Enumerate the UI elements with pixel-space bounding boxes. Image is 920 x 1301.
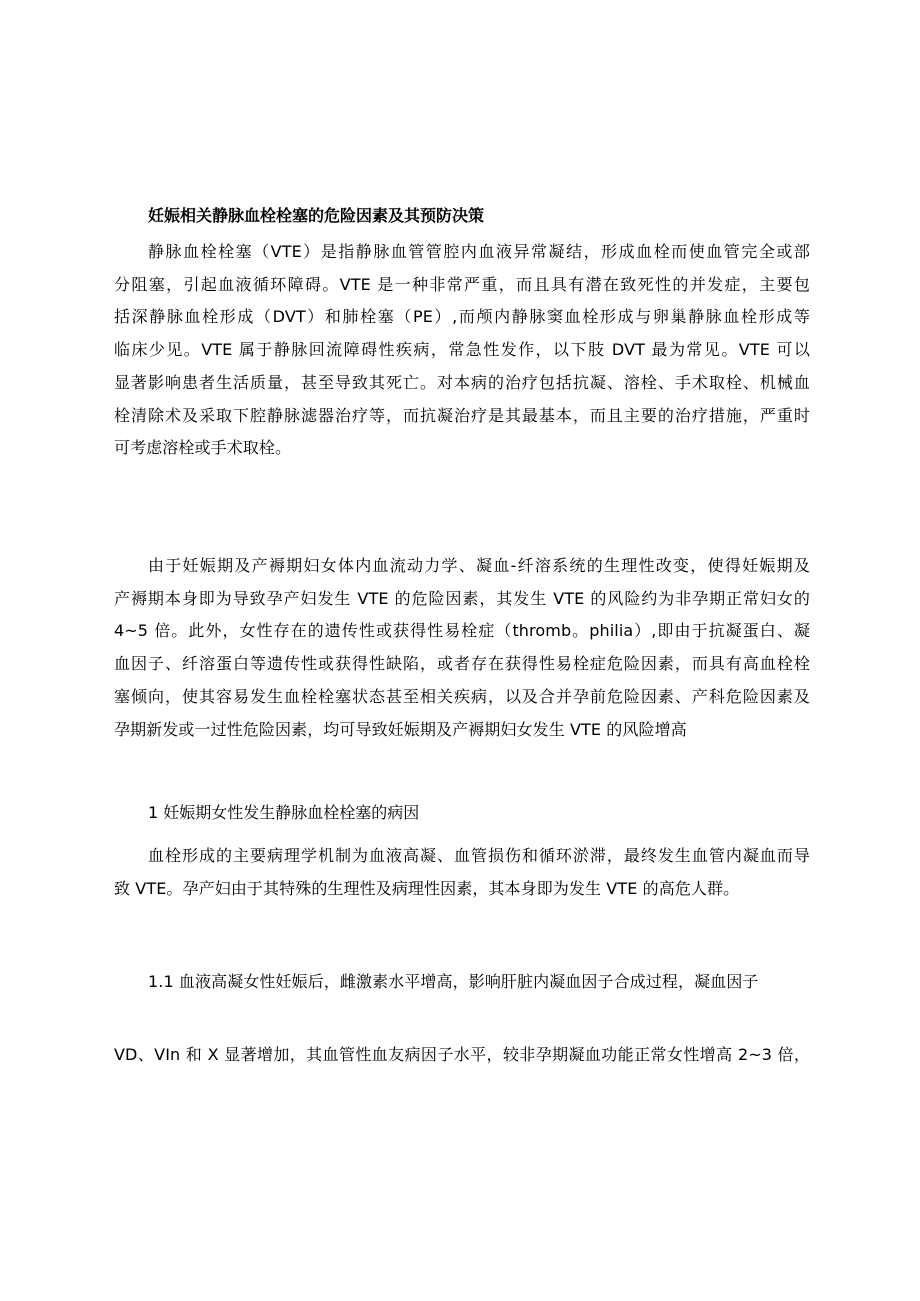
paragraph-line: 孕期新发或一过性危险因素，均可导致妊娠期及产褥期妇女发生 VTE 的风险增高 bbox=[114, 719, 687, 739]
paragraph-line: VD、VIn 和 X 显著增加，其血管性血友病因子水平，较非孕期凝血功能正常女性增高 2~3 倍， bbox=[114, 1045, 810, 1064]
section-heading-1: 1 妊娠期女性发生静脉血栓栓塞的病因 bbox=[148, 803, 420, 822]
document-title: 妊娠相关静脉血栓栓塞的危险因素及其预防决策 bbox=[148, 206, 485, 225]
paragraph-line: 可考虑溶栓或手术取栓。 bbox=[114, 438, 292, 458]
paragraph-pregnancy-risk bbox=[114, 550, 810, 746]
paragraph-coagulation-factors bbox=[114, 1039, 810, 1072]
paragraph-line: 显著影响患者生活质量，甚至导致其死亡。对本病的治疗包括抗凝、溶栓、手术取栓、机械血 bbox=[114, 372, 810, 392]
paragraph-section-1-1 bbox=[114, 966, 810, 999]
paragraph-line: 血栓形成的主要病理学机制为血液高凝、血管损伤和循环淤滞，最终发生血管内凝血而导 bbox=[148, 846, 810, 865]
paragraph-line: 栓清除术及采取下腔静脉滤器治疗等，而抗凝治疗是其最基本，而且主要的治疗措施，严重时 bbox=[114, 405, 810, 425]
paragraph-line: 临床少见。VTE 属于静脉回流障碍性疾病，常急性发作，以下肢 DVT 最为常见。VTE 可以 bbox=[114, 340, 810, 360]
paragraph-vte-definition bbox=[114, 236, 810, 465]
paragraph-line: 致 VTE。孕产妇由于其特殊的生理性及病理性因素，其本身即为发生 VTE 的高危人群。 bbox=[114, 878, 740, 898]
paragraph-thrombosis-mechanism bbox=[114, 840, 810, 905]
paragraph-line: 静脉血栓栓塞（VTE）是指静脉血管管腔内血液异常凝结，形成血栓而使血管完全或部 bbox=[148, 242, 810, 261]
paragraph-line: 分阻塞，引起血液循环障碍。VTE 是一种非常严重，而且具有潜在致死性的并发症，主要包 bbox=[114, 274, 810, 294]
paragraph-line: 塞倾向，使其容易发生血栓栓塞状态甚至相关疾病，以及合并孕前危险因素、产科危险因素及 bbox=[114, 686, 810, 706]
paragraph-line: 1.1 血液高凝女性妊娠后，雌激素水平增高，影响肝脏内凝血因子合成过程，凝血因子 bbox=[148, 972, 759, 991]
paragraph-line: 4~5 倍。此外，女性存在的遗传性或获得性易栓症（thromb。philia）,即由于抗凝蛋白、凝 bbox=[114, 621, 810, 641]
paragraph-line: 由于妊娠期及产褥期妇女体内血流动力学、凝血-纤溶系统的生理性改变，使得妊娠期及 bbox=[148, 556, 810, 575]
paragraph-line: 括深静脉血栓形成（DVT）和肺栓塞（PE）,而颅内静脉窦血栓形成与卵巢静脉血栓形成等 bbox=[114, 307, 810, 327]
paragraph-line: 血因子、纤溶蛋白等遗传性或获得性缺陷，或者存在获得性易栓症危险因素，而具有高血栓栓 bbox=[114, 654, 810, 674]
paragraph-line: 产褥期本身即为导致孕产妇发生 VTE 的危险因素，其发生 VTE 的风险约为非孕期正常妇女的 bbox=[114, 588, 810, 608]
